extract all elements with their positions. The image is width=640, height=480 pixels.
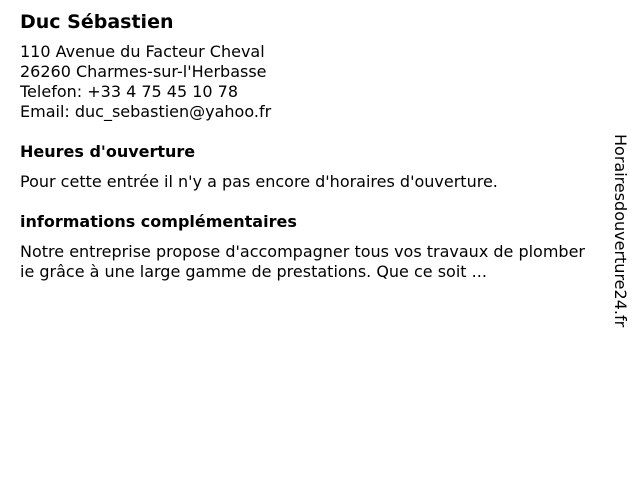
opening-hours-heading: Heures d'ouverture bbox=[20, 142, 196, 161]
site-watermark: Horairesdouverture24.fr bbox=[611, 134, 630, 328]
address-block bbox=[20, 42, 600, 122]
business-name: Duc Sébastien bbox=[20, 11, 174, 33]
additional-info-heading: informations complémentaires bbox=[20, 212, 297, 231]
additional-info-text: Notre entreprise propose d'accompagner tous vos travaux de plomberie grâce à une large gamme de prestations. Que ce soit ... bbox=[20, 242, 586, 281]
opening-hours-text: Pour cette entrée il n'y a pas encore d'horaires d'ouverture. bbox=[20, 172, 498, 191]
city-postal-code: 26260 Charmes-sur-l'Herbasse bbox=[20, 62, 267, 81]
phone-number[interactable]: Telefon: +33 4 75 45 10 78 bbox=[20, 82, 239, 101]
business-card bbox=[20, 10, 600, 282]
street-address: 110 Avenue du Facteur Cheval bbox=[20, 42, 265, 61]
email-address[interactable]: Email: duc_sebastien@yahoo.fr bbox=[20, 102, 272, 121]
